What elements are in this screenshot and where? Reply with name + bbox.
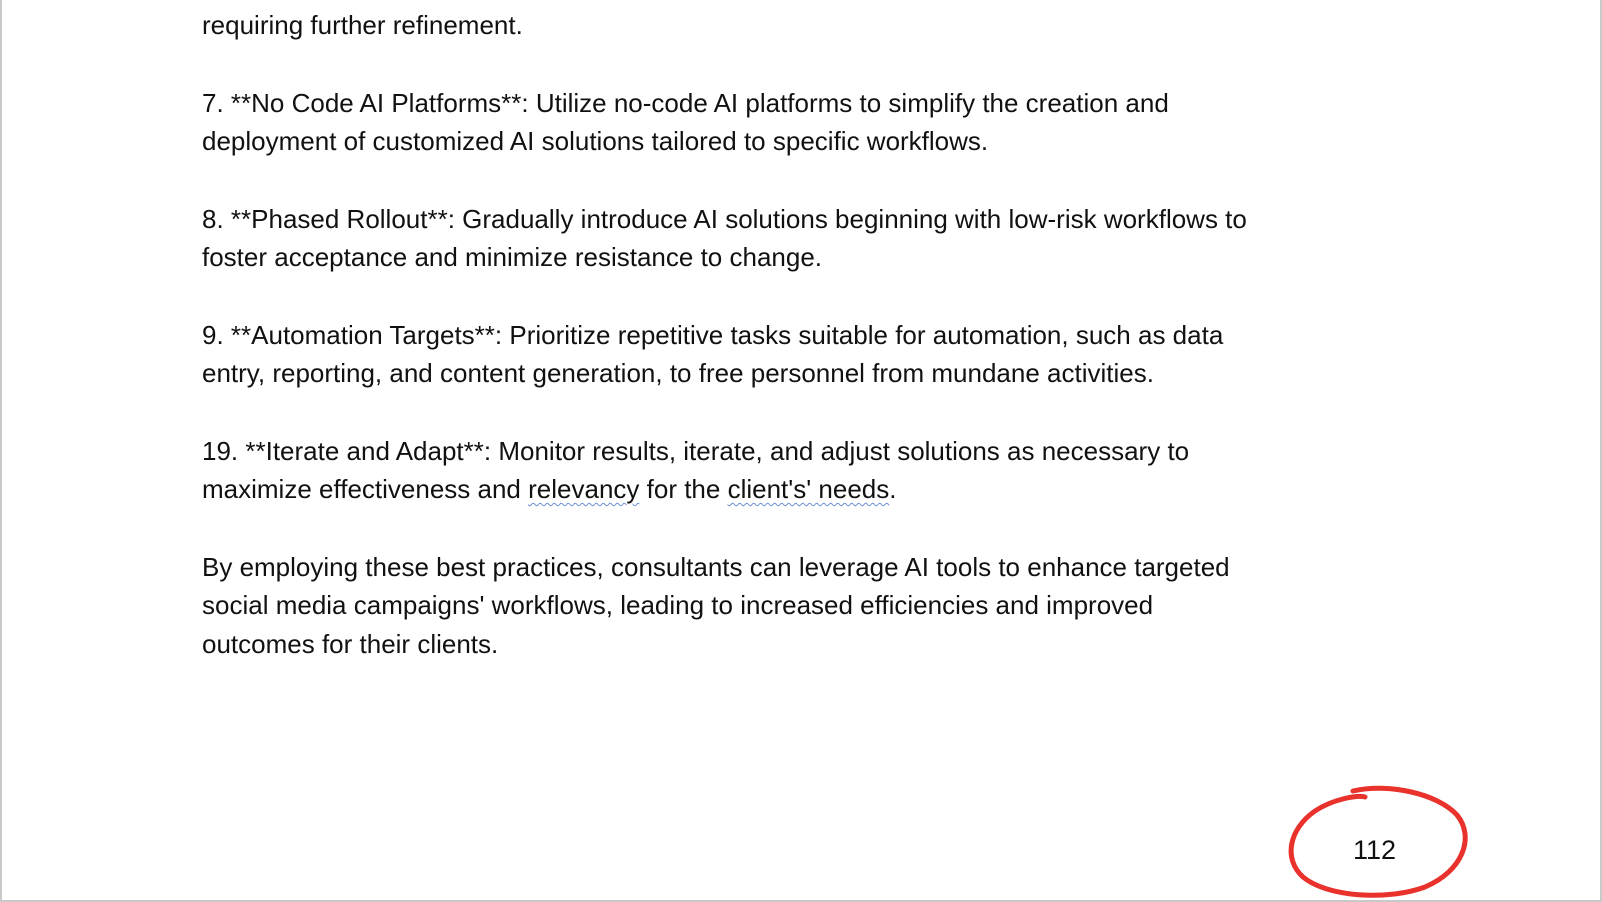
document-body[interactable] [202, 6, 1402, 702]
text-line: requiring further refinement. [202, 10, 523, 40]
text-line-with-spelling [202, 470, 1402, 509]
text-line: deployment of customized AI solutions tailored to specific workflows. [202, 126, 989, 156]
text-line: 19. **Iterate and Adapt**: Monitor results, iterate, and adjust solutions as necessary to [202, 435, 1190, 466]
spelling-suggestion[interactable]: relevancy [528, 474, 640, 504]
text-line: By employing these best practices, consultants can leverage AI tools to enhance targeted [202, 551, 1230, 582]
text-segment: . [889, 474, 897, 504]
closing-paragraph [202, 548, 1402, 664]
text-line: 9. **Automation Targets**: Prioritize repetitive tasks suitable for automation, such as data [202, 319, 1224, 350]
list-item-19 [202, 432, 1402, 509]
page-number: 112 [1352, 835, 1397, 865]
page-number-annotation [1287, 785, 1472, 902]
text-segment: maximize effectiveness and [202, 474, 529, 504]
text-segment: for the [639, 474, 728, 504]
text-line: outcomes for their clients. [202, 628, 499, 659]
paragraph-continuation [202, 6, 1402, 45]
list-item-9 [202, 316, 1402, 393]
list-item-8 [202, 200, 1402, 277]
text-line: foster acceptance and minimize resistance to change. [202, 242, 823, 272]
list-item-7 [202, 84, 1402, 161]
text-line: social media campaigns' workflows, leading to increased efficiencies and improved [202, 590, 1154, 620]
text-line: entry, reporting, and content generation, to free personnel from mundane activities. [202, 358, 1154, 388]
text-line: 8. **Phased Rollout**: Gradually introduce AI solutions beginning with low-risk workflows to [202, 203, 1247, 234]
text-line: 7. **No Code AI Platforms**: Utilize no-code AI platforms to simplify the creation and [202, 87, 1169, 118]
spelling-suggestion[interactable]: client's' needs [727, 474, 890, 504]
